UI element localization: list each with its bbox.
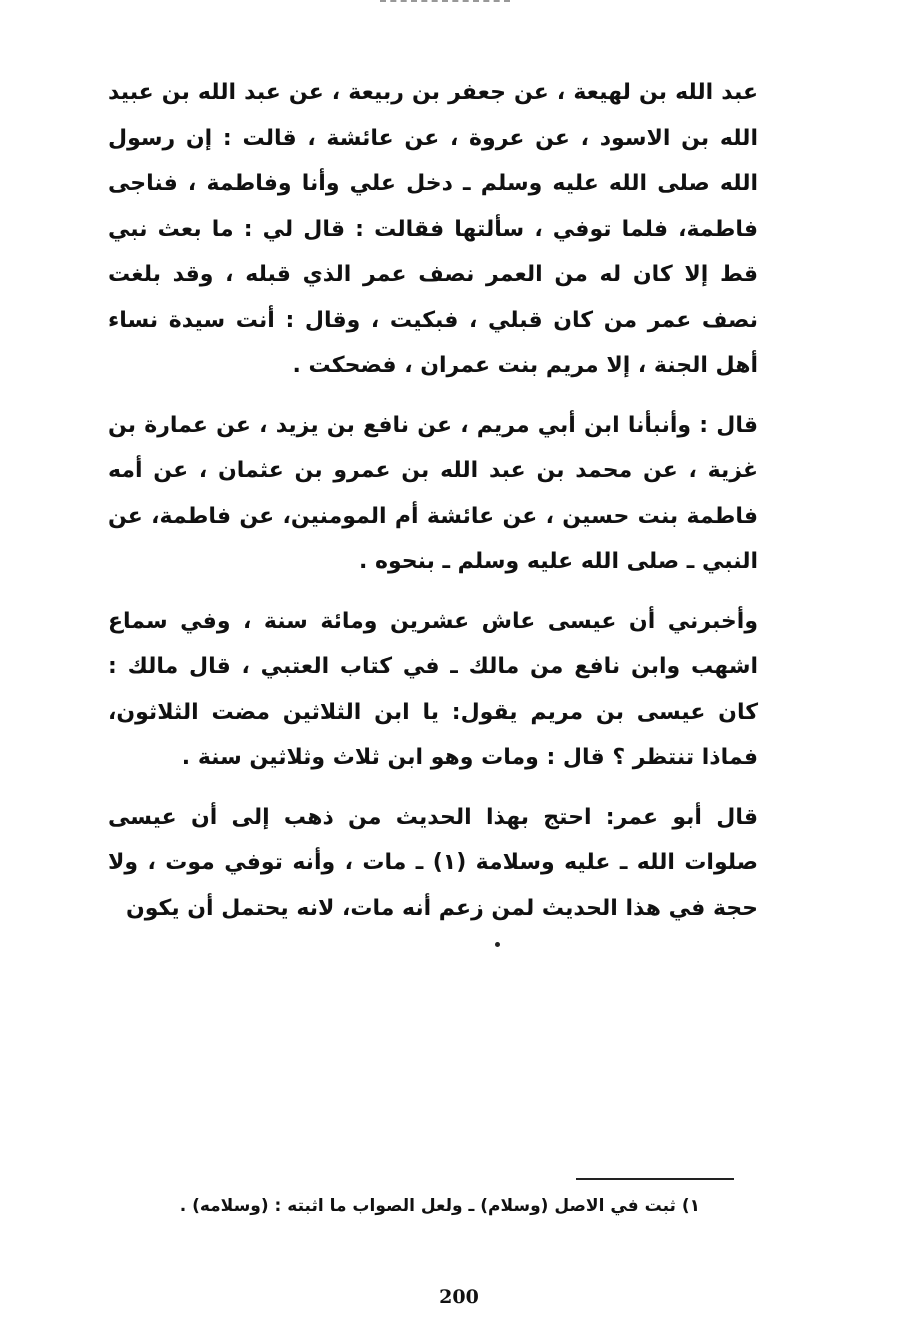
paragraph-1: عبد الله بن لهيعة ، عن جعفر بن ربيعة ، عن عبد الله بن عبيد الله بن الاسود ، عن عروة ، عن عائشة ، قالت : إن رسول الله صلى الله عليه وسلم ـ دخل علي وأنا وفاطمة ، فناجى فاطمة، فلما توفي ، سألتها فقالت : قال لي : ما بعث نبي قط إلا كان له من العمر نصف عمر الذي قبله ، وقد بلغت نصف عمر من كان قبلي ، فبكيت ، وقال : أنت سيدة نساء أهل الجنة ، إلا مريم بنت عمران ، فضحكت . [108, 80, 758, 378]
footnote-divider [576, 1178, 734, 1180]
paragraph-3: وأخبرني أن عيسى عاش عشرين ومائة سنة ، وفي سماع اشهب وابن نافع من مالك ـ في كتاب العتبي ، قال مالك : كان عيسى بن مريم يقول: يا ابن الثلاثين مضت الثلاثون، فماذا تنتظر ؟ قال : ومات وهو ابن ثلاث وثلاثين سنة . [108, 608, 758, 770]
page-number: 200 [439, 1286, 479, 1308]
paragraph-4: قال أبو عمر: احتج بهذا الحديث من ذهب إلى أن عيسى صلوات الله ـ عليه وسلامة (١) ـ مات ، وأنه توفي موت ، ولا حجة في هذا الحديث لمن زعم أنه مات، لانه يحتمل أن يكون [108, 804, 758, 921]
paragraph-2: قال : وأنبأنا ابن أبي مريم ، عن نافع بن يزيد ، عن عمارة بن غزية ، عن محمد بن عبد الله بن عمرو بن عثمان ، عن أمه فاطمة بنت حسين ، عن عائشة أم المومنين، عن فاطمة، عن النبي ـ صلى الله عليه وسلم ـ بنحوه . [108, 412, 758, 574]
ink-dot [495, 942, 500, 947]
footnote: ١) ثبت في الاصل (وسلام) ـ ولعل الصواب ما اثبته : (وسلامه) . [179, 1196, 700, 1216]
main-text [108, 70, 758, 945]
header-marks [380, 0, 510, 8]
